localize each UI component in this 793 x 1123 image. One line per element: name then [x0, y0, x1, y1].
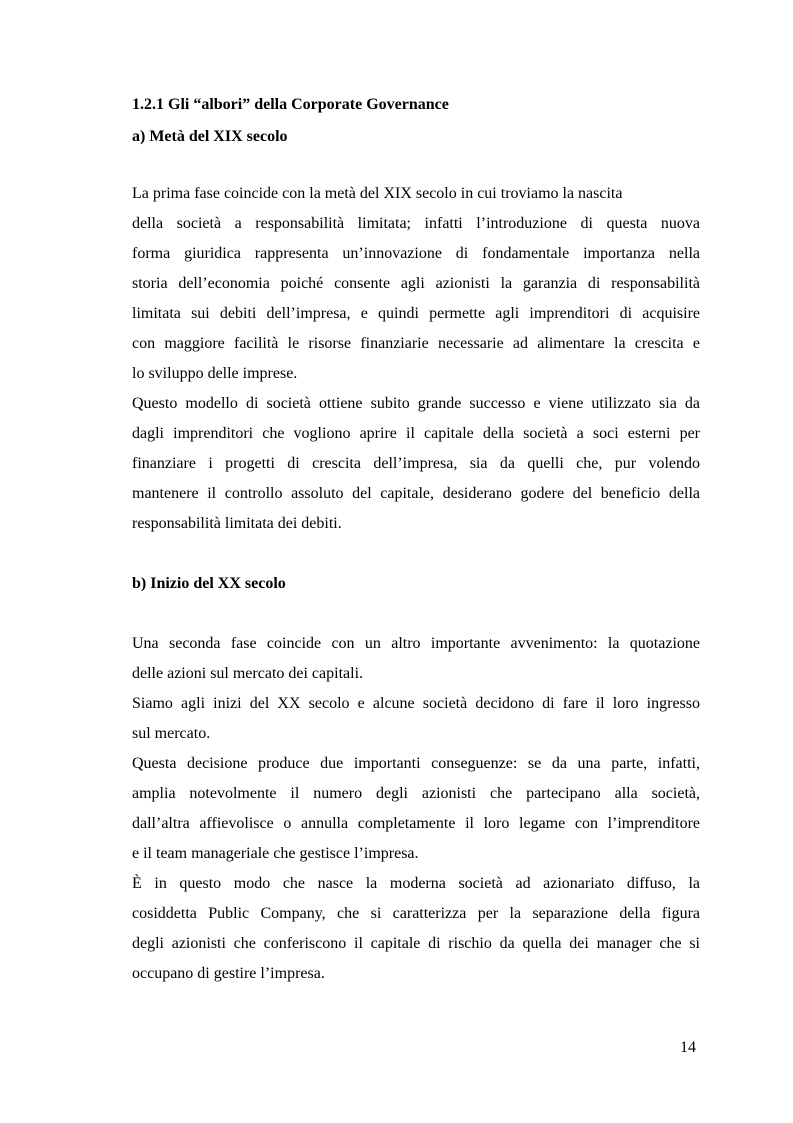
paragraph-line: mantenere il controllo assoluto del capitale, desiderano godere del beneficio della	[132, 485, 700, 502]
page-number: 14	[680, 1039, 696, 1056]
paragraph-line: Una seconda fase coincide con un altro importante avvenimento: la quotazione	[132, 635, 700, 652]
paragraph-line: È in questo modo che nasce la moderna società ad azionariato diffuso, la	[132, 875, 700, 892]
paragraph-4	[132, 689, 700, 749]
paragraph-line: amplia notevolmente il numero degli azionisti che partecipano alla società,	[132, 785, 700, 802]
paragraph-line: Questa decisione produce due importanti conseguenze: se da una parte, infatti,	[132, 755, 700, 772]
paragraph-line: degli azionisti che conferiscono il capitale di rischio da quella dei manager che si	[132, 935, 700, 952]
paragraph-line: forma giuridica rappresenta un’innovazione di fondamentale importanza nella	[132, 245, 700, 262]
paragraph-line: finanziare i progetti di crescita dell’impresa, sia da quelli che, pur volendo	[132, 455, 700, 472]
paragraph-line: responsabilità limitata dei debiti.	[132, 515, 342, 532]
paragraph-3	[132, 629, 700, 689]
paragraph-1	[132, 179, 700, 389]
subsection-heading-a: a) Metà del XIX secolo	[132, 128, 288, 145]
paragraph-line: Questo modello di società ottiene subito grande successo e viene utilizzato sia da	[132, 395, 700, 412]
paragraph-6	[132, 869, 700, 989]
section-heading: 1.2.1 Gli “albori” della Corporate Governance	[132, 96, 449, 113]
paragraph-line: lo sviluppo delle imprese.	[132, 365, 298, 382]
paragraph-line: con maggiore facilità le risorse finanziarie necessarie ad alimentare la crescita e	[132, 335, 700, 352]
subsection-heading-b: b) Inizio del XX secolo	[132, 575, 286, 592]
paragraph-5	[132, 749, 700, 869]
paragraph-line: dall’altra affievolisce o annulla completamente il loro legame con l’imprenditore	[132, 815, 700, 832]
paragraph-line: Siamo agli inizi del XX secolo e alcune società decidono di fare il loro ingresso	[132, 695, 700, 712]
paragraph-line: occupano di gestire l’impresa.	[132, 965, 325, 982]
paragraph-line: limitata sui debiti dell’impresa, e quindi permette agli imprenditori di acquisire	[132, 305, 700, 322]
paragraph-2	[132, 389, 700, 539]
paragraph-line: della società a responsabilità limitata; infatti l’introduzione di questa nuova	[132, 215, 700, 232]
paragraph-line: delle azioni sul mercato dei capitali.	[132, 665, 364, 682]
paragraph-line: e il team manageriale che gestisce l’impresa.	[132, 845, 419, 862]
paragraph-line: dagli imprenditori che vogliono aprire il capitale della società a soci esterni per	[132, 425, 700, 442]
paragraph-line: cosiddetta Public Company, che si caratterizza per la separazione della figura	[132, 905, 700, 922]
paragraph-line: La prima fase coincide con la metà del XIX secolo in cui troviamo la nascita	[132, 185, 623, 202]
paragraph-line: storia dell’economia poiché consente agli azionisti la garanzia di responsabilità	[132, 275, 700, 292]
paragraph-line: sul mercato.	[132, 725, 211, 742]
